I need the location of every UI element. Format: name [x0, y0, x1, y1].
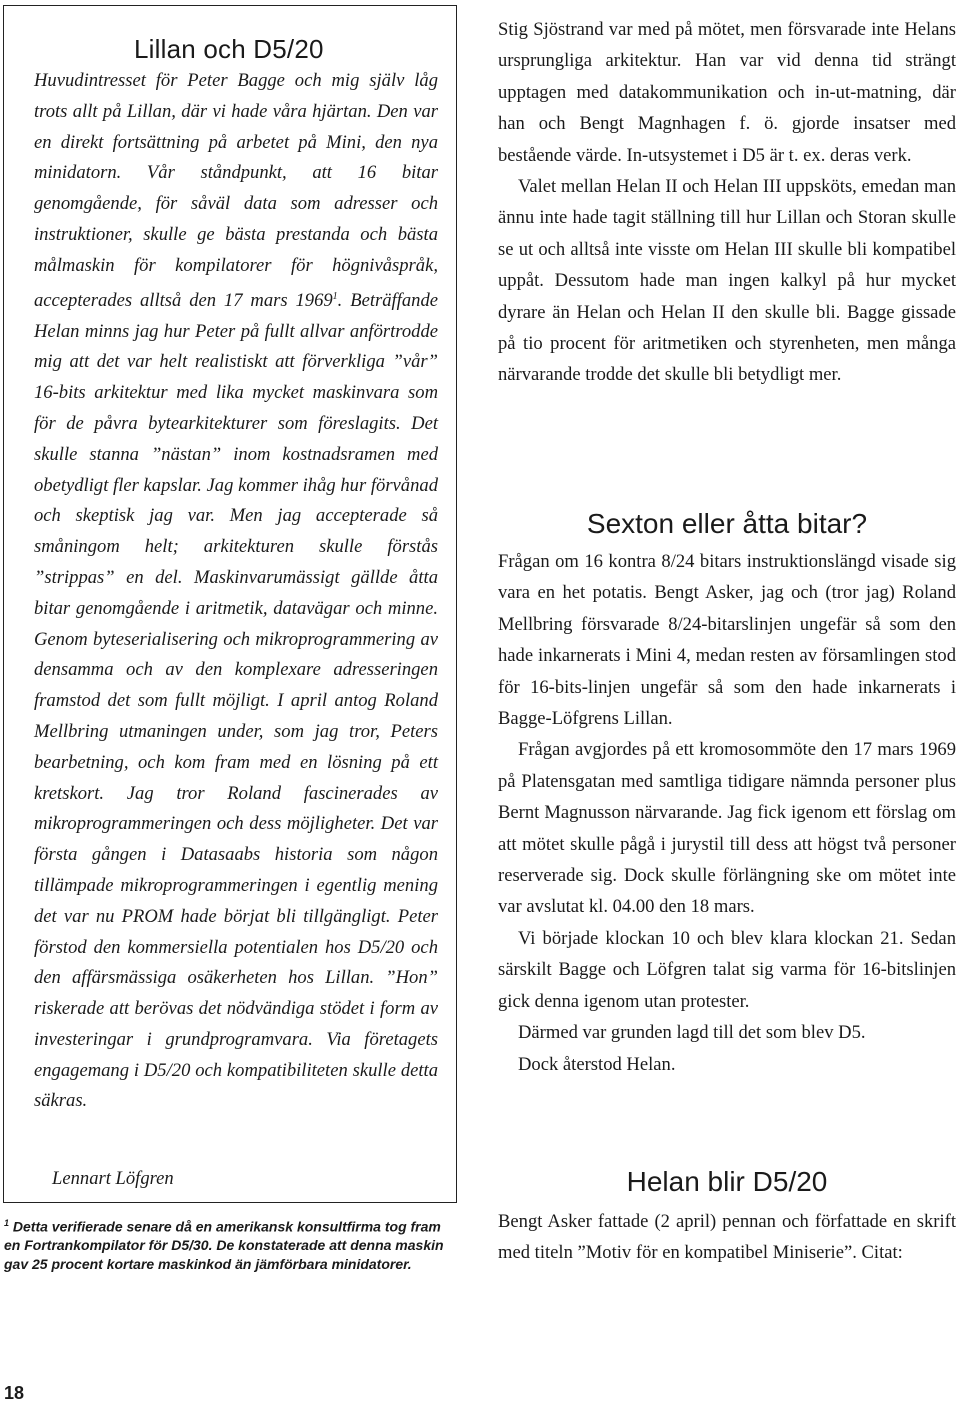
- section2-paragraph-5: Dock återstod Helan.: [518, 1053, 676, 1075]
- right-column-section3: [498, 1206, 956, 1269]
- sidebar-body-text-2: . Beträffande Helan minns jag hur Peter på fullt allvar anförtrodde mig att det var helt realistiskt att förverkliga ”vår” 16-bits arkitektur med lika mycket maskinvara som för de påvra bytearkitekturer som föreslagits. Det skulle stanna ”nästan” inom kostnadsramen med obetydligt fler kapslar. Jag kommer ihåg hur förvånad och skeptisk jag var. Men jag accepterade så småningom helt; arkitekturen skulle förstås ”strippas” en del. Maskinvarumässigt gällde åtta bitar genomgående i aritmetik, datavägar och minne. Genom byteserialisering och mikroprogrammering av densamma och av den komplexare adresseringen framstod det som fullt möjligt. I april antog Roland Mellbring utmaningen under, som jag tror, Peters bearbetning, och kom fram med en lösning på ett kretskort. Jag tror Roland fascinerades av mikroprogrammeringen och dess möjligheter. Det var första gången i Datasaabs historia som någon tillämpade mikroprogrammeringen i egentlig mening det var nu PROM hade börjat bli tillgängligt. Peter förstod den kommersiella potentialen hos D5/20 och den affärsmässiga osäkerheten hos Lillan. ”Hon” riskerade att berövas det nödvändiga stödet i form av investeringar i grundprogramvara. Via företagets engagemang i D5/20 och kompatibiliteten skulle detta säkras.: [34, 289, 438, 1112]
- section3-paragraph-1: Bengt Asker fattade (2 april) pennan och författade en skrift med titeln ”Motiv för en kompatibel Miniserie”. Citat:: [498, 1211, 956, 1264]
- footnote: [4, 1214, 454, 1273]
- right-column-intro: [498, 14, 956, 391]
- section-heading-helan-blir-d5-20: Helan blir D5/20: [626, 1166, 828, 1197]
- section2-paragraph-1: Frågan om 16 kontra 8/24 bitars instruktionslängd visade sig vara en het potatis. Bengt Asker, jag och (tror jag) Roland Mellbring försvarade 8/24-bitarslinjen ungefär så som den hade inkarnerats i Mini 4, medan resten av församlingen stod för 16-bits-linjen ungefär så som den hade inkarnerats i Bagge-Löfgrens Lillan.: [498, 551, 956, 730]
- section2-paragraph-3: Vi började klockan 10 och blev klara klockan 21. Sedan särskilt Bagge och Löfgren talat sig varma för 16-bitslinjen gick denna igenom utan protester.: [498, 927, 956, 1012]
- footnote-marker: 1: [4, 1218, 10, 1228]
- section-heading-sexton-eller-atta-bitar: Sexton eller åtta bitar?: [586, 508, 868, 539]
- section2-paragraph-4: Därmed var grunden lagd till det som blev D5.: [518, 1022, 866, 1044]
- footnote-text: Detta verifierade senare då en amerikansk konsultfirma tog fram en Fortrankompilator för D5/30. De konstaterade att denna maskin gav 25 procent kortare maskinkod än jämförbara minidatorer.: [4, 1218, 444, 1272]
- sidebar-heading: Lillan och D5/20: [134, 34, 324, 64]
- sidebar-body-text-1: Huvudintresset för Peter Bagge och mig själv låg trots allt på Lillan, där vi hade våra hjärtan. Den var en direkt fortsättning på arbetet på Mini, den nya minidatorn. Vår ståndpunkt, att 16 bitar genomgående, för såväl data som adresser och instruktioner, skulle ge bästa prestanda och bästa målmaskin för kompilatorer för högnivåspråk, accepterades alltså den 17 mars 1969: [34, 70, 438, 311]
- intro-paragraph-2: Valet mellan Helan II och Helan III uppsköts, emedan man ännu inte hade tagit ställning till hur Lillan och Storan skulle se ut och alltså inte visste om Helan III skulle bli kompatibel uppåt. Dessutom hade man ingen kalkyl på hur mycket dyrare än Helan och Helan II den skulle bli. Bagge gissade på tio procent för aritmetiken och styrenheten, men många närvarande trodde det skulle bli betydligt mer.: [498, 176, 956, 386]
- section2-paragraph-2: Frågan avgjordes på ett kromosommöte den 17 mars 1969 på Platensgatan med samtliga tidigare nämnda personer plus Bernt Magnusson närvarande. Jag fick igenom ett förslag om att mötet skulle pågå i jurystil till dess att högst två personer reserverade sig. Dock skulle förlängning ske om mötet inte var avslutat kl. 04.00 den 18 mars.: [498, 739, 956, 918]
- right-column-section2: [498, 546, 956, 1080]
- sidebar-box: [3, 5, 457, 1203]
- intro-paragraph-1: Stig Sjöstrand var med på mötet, men försvarade inte Helans ursprungliga arkitektur. Han var vid denna tid strängt upptagen med datakommunikation och in-ut-matning, där han och Bengt Magnhagen f. ö. gjorde insatser med bestående värde. In-utsystemet i D5 är t. ex. deras verk.: [498, 19, 956, 166]
- sidebar-body: [34, 66, 438, 1117]
- page-number: 18: [4, 1383, 25, 1403]
- footnote-reference: 1: [332, 290, 338, 302]
- sidebar-author: Lennart Löfgren: [52, 1168, 174, 1189]
